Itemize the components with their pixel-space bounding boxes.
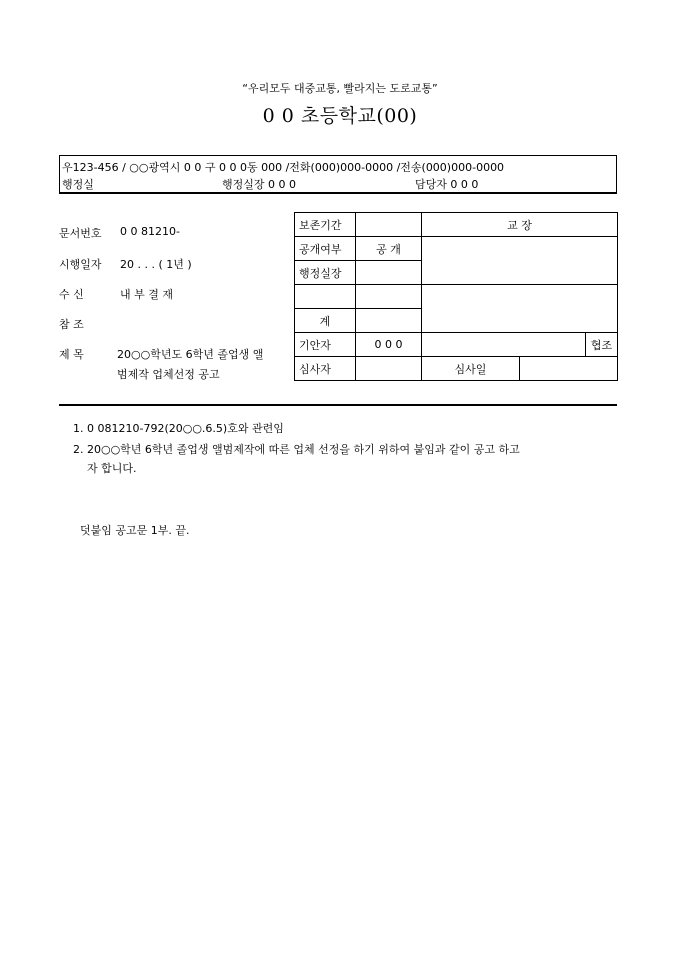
admin-head-value	[356, 261, 422, 285]
disclosure-label: 공개여부	[295, 237, 356, 261]
slogan: “우리모두 대중교통, 빨라지는 도로교통”	[242, 82, 438, 95]
drafter-label: 기안자	[295, 333, 356, 357]
address-box	[59, 155, 617, 194]
blank-label	[295, 285, 356, 309]
date-value: 20 . . . ( 1년 )	[120, 258, 192, 271]
total-label: 계	[295, 309, 356, 333]
review-date-value	[520, 357, 618, 381]
total-sign-area	[422, 285, 618, 333]
content-item-2-line-2: 자 합니다.	[87, 462, 137, 475]
retention-label: 보존기간	[295, 213, 356, 237]
subject-line-1: 20○○학년도 6학년 졸업생 앨	[117, 348, 264, 361]
subject-label: 제 목	[59, 348, 84, 361]
content-item-2-line-1: 2. 20○○학년 6학년 졸업생 앨범제작에 따른 업체 선정을 하기 위하여 붙임과 같이 공고 하고	[73, 443, 520, 456]
subject-line-2: 범제작 업체선정 공고	[117, 368, 220, 381]
address-line: 우123-456 / ○○광역시 0 0 구 0 0 0동 000 /전화(000)000-0000 /전송(000)000-0000	[62, 161, 505, 174]
recipient-label: 수 신	[59, 288, 84, 301]
divider-line	[59, 404, 617, 406]
retention-value	[356, 213, 422, 237]
department: 행정실	[62, 178, 94, 191]
date-label: 시행일자	[59, 258, 102, 271]
recipient-value: 내 부 결 재	[120, 288, 173, 301]
department-head: 행정실장 0 0 0	[222, 178, 296, 191]
review-date-label: 심사일	[422, 357, 520, 381]
doc-number-value: 0 0 81210-	[120, 225, 180, 238]
admin-head-label: 행정실장	[295, 261, 356, 285]
reference-label: 참 조	[59, 318, 84, 331]
blank-value	[356, 285, 422, 309]
attachment-line: 덧붙임 공고문 1부. 끝.	[80, 524, 190, 537]
doc-number-label: 문서번호	[59, 227, 102, 240]
disclosure-value: 공 개	[356, 237, 422, 261]
drafter-sign-area	[422, 333, 586, 357]
total-value	[356, 309, 422, 333]
manager: 담당자 0 0 0	[415, 178, 479, 191]
drafter-value: 0 0 0	[356, 333, 422, 357]
school-name: 0 0 초등학교(00)	[262, 105, 418, 127]
principal-sign-area	[422, 237, 618, 285]
approval-table	[294, 212, 618, 381]
reviewer-label: 심사자	[295, 357, 356, 381]
cooperation-label: 협조	[586, 333, 618, 357]
content-item-1: 1. 0 081210-792(20○○.6.5)호와 관련임	[73, 422, 284, 435]
reviewer-value	[356, 357, 422, 381]
principal-label: 교 장	[422, 213, 618, 237]
